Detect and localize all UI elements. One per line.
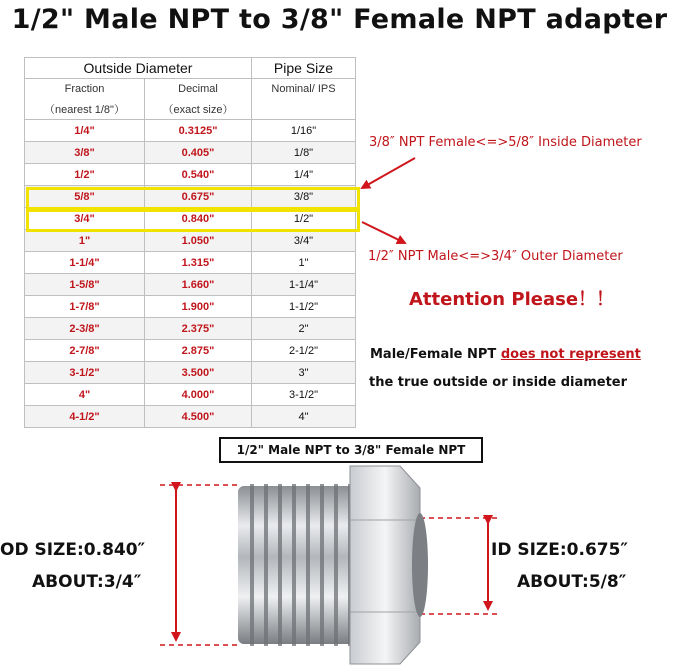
decimal-cell: 0.3125": [145, 120, 252, 142]
nominal-cell: 1/16": [252, 120, 356, 142]
fraction-cell: 3-1/2": [25, 362, 145, 384]
arrow-female: [362, 158, 415, 188]
fraction-cell: 4": [25, 384, 145, 406]
nominal-cell: 1/8": [252, 142, 356, 164]
fitting-caption: 1/2" Male NPT to 3/8" Female NPT: [219, 437, 483, 463]
od-about-label: ABOUT:3/4″: [32, 572, 142, 592]
nominal-cell: 1-1/2": [252, 296, 356, 318]
decimal-cell: 0.540": [145, 164, 252, 186]
nominal-cell: 1/4": [252, 164, 356, 186]
male-note: 1/2″ NPT Male<=>3/4″ Outer Diameter: [368, 249, 623, 264]
subheader-decimal: Decimal: [145, 79, 252, 100]
nominal-cell: 3/8": [252, 186, 356, 208]
subheader-fraction-note: （nearest 1/8"）: [25, 99, 145, 120]
nominal-cell: 4": [252, 406, 356, 428]
decimal-cell: 0.675": [145, 186, 252, 208]
nominal-cell: 2": [252, 318, 356, 340]
header-outside-diameter: Outside Diameter: [25, 58, 252, 79]
decimal-cell: 1.660": [145, 274, 252, 296]
fraction-cell: 3/8": [25, 142, 145, 164]
fraction-cell: 5/8": [25, 186, 145, 208]
nominal-cell: 2-1/2": [252, 340, 356, 362]
decimal-cell: 1.050": [145, 230, 252, 252]
nominal-cell: 3": [252, 362, 356, 384]
fraction-cell: 3/4": [25, 208, 145, 230]
decimal-cell: 2.875": [145, 340, 252, 362]
decimal-cell: 1.315": [145, 252, 252, 274]
subheader-fraction: Fraction: [25, 79, 145, 100]
represent-prefix: Male/Female NPT: [370, 347, 501, 362]
attention-heading: Attention Please！！: [409, 289, 615, 310]
nominal-cell: 1/2": [252, 208, 356, 230]
decimal-cell: 3.500": [145, 362, 252, 384]
nominal-cell: 3/4": [252, 230, 356, 252]
decimal-cell: 2.375": [145, 318, 252, 340]
decimal-cell: 4.500": [145, 406, 252, 428]
decimal-cell: 0.405": [145, 142, 252, 164]
fraction-cell: 2-3/8": [25, 318, 145, 340]
arrow-male: [362, 222, 405, 243]
subheader-nominal: Nominal/ IPS: [252, 79, 356, 100]
page-title: 1/2" Male NPT to 3/8" Female NPT adapter: [11, 4, 668, 35]
nominal-cell: 1-1/4": [252, 274, 356, 296]
represent-underline: does not represent: [500, 347, 641, 362]
fraction-cell: 2-7/8": [25, 340, 145, 362]
adapter-fitting-image: [238, 466, 428, 664]
id-size-label: ID SIZE:0.675″: [491, 540, 629, 560]
fraction-cell: 1/4": [25, 120, 145, 142]
nominal-cell: 1": [252, 252, 356, 274]
subheader-decimal-note: （exact size）: [145, 99, 252, 120]
header-pipe-size: Pipe Size: [252, 58, 356, 79]
represent-line-2: the true outside or inside diameter: [369, 375, 628, 390]
fraction-cell: 1-5/8": [25, 274, 145, 296]
fraction-cell: 1-7/8": [25, 296, 145, 318]
id-about-label: ABOUT:5/8″: [517, 572, 627, 592]
fraction-cell: 1": [25, 230, 145, 252]
decimal-cell: 4.000": [145, 384, 252, 406]
od-size-label: OD SIZE:0.840″: [0, 540, 146, 560]
fraction-cell: 1/2": [25, 164, 145, 186]
nominal-cell: 3-1/2": [252, 384, 356, 406]
decimal-cell: 0.840": [145, 208, 252, 230]
fraction-cell: 1-1/4": [25, 252, 145, 274]
female-note: 3/8″ NPT Female<=>5/8″ Inside Diameter: [369, 135, 642, 150]
decimal-cell: 1.900": [145, 296, 252, 318]
fraction-cell: 4-1/2": [25, 406, 145, 428]
